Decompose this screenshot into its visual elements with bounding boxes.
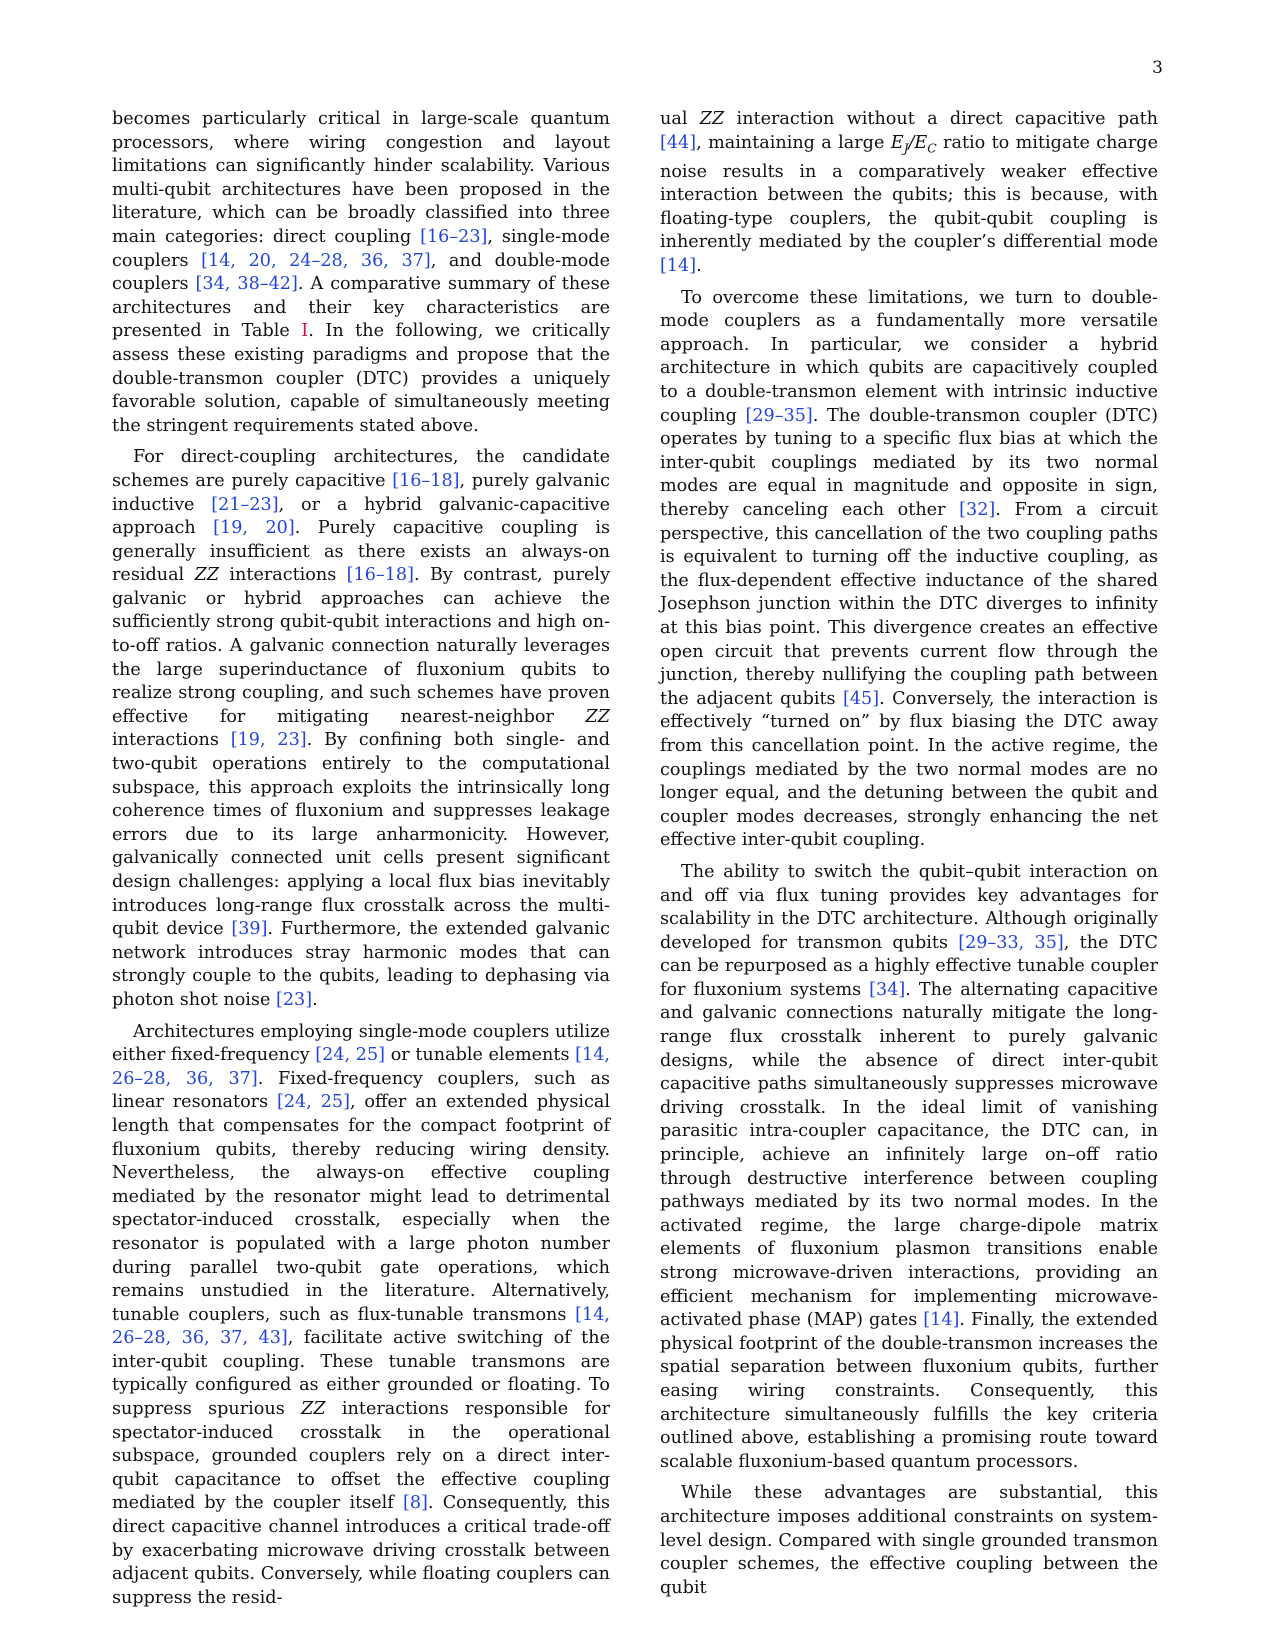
left-column bbox=[112, 108, 610, 1618]
paragraph: To overcome these limitations, we turn to double-mode couplers as a fundamentally more versatile approach. In particular, we consider a hybrid architecture in which qubits are capacitively coupled to a double-transmon element with intrinsic inductive coupling [29–35]. The double-transmon coupler (DTC) operates by tuning to a specific flux bias at which the inter-qubit couplings mediated by its two normal modes are equal in magnitude and opposite in sign, thereby canceling each other [32]. From a circuit perspective, this cancellation of the two coupling paths is equivalent to turning off the inductive coupling, as the flux-dependent effective inductance of the shared Josephson junction within the DTC diverges to infinity at this bias point. This divergence creates an effective open circuit that prevents current flow through the junction, thereby nullifying the coupling path between the adjacent qubits [45]. Conversely, the interaction is effectively “turned on” by flux biasing the DTC away from this cancellation point. In the active regime, the couplings mediated by the two normal modes are no longer equal, and the detuning between the qubit and coupler modes decreases, strongly enhancing the net effective inter-qubit coupling. bbox=[660, 287, 1159, 851]
citation-link[interactable]: [29–33, 35] bbox=[958, 932, 1064, 953]
citation-link[interactable]: [19, 23] bbox=[230, 730, 307, 751]
math-ej-ec-ratio: $E_J/E_C$ bbox=[890, 132, 937, 156]
citation-link[interactable]: [14, 20, 24–28, 36, 37] bbox=[201, 250, 431, 271]
math-zz: ZZ bbox=[699, 109, 725, 129]
citation-link[interactable]: [32] bbox=[959, 500, 996, 521]
citation-link[interactable]: [14, 26–28, 36, 37] bbox=[112, 1045, 610, 1089]
citation-link[interactable]: [23] bbox=[275, 989, 313, 1010]
right-column bbox=[660, 108, 1158, 1608]
citation-link[interactable]: [14] bbox=[923, 1310, 960, 1331]
paragraph: becomes particularly critical in large-scale quantum processors, where wiring congestion and layout limitations can significantly hinder scalability. Various multi-qubit architectures have been proposed in the literature, which can be broadly classified into three main categories: direct coupling [16–23], single-mode couplers [14, 20, 24–28, 36, 37], and double-mode couplers [34, 38–42]. A comparative summary of these architectures and their key characteristics are presented in Table I. In the following, we critically assess these existing paradigms and propose that the double-transmon coupler (DTC) provides a uniquely favorable solution, capable of simultaneously meeting the stringent requirements stated above. bbox=[112, 109, 611, 436]
citation-link[interactable]: [16–18] bbox=[346, 565, 414, 586]
paragraph: The ability to switch the qubit–qubit interaction on and off via flux tuning provides key advantages for scalability in the DTC architecture. Although originally developed for transmon qubits [29–33, 35], the DTC can be repurposed as a highly effective tunable coupler for fluxonium systems [34]. The alternating capacitive and galvanic connections naturally mitigate the long-range flux crosstalk inherent to purely galvanic designs, while the absence of direct inter-qubit capacitive paths simultaneously suppresses microwave driving crosstalk. In the ideal limit of vanishing parasitic intra-coupler capacitance, the DTC can, in principle, achieve an infinitely large on–off ratio through destructive interference between coupling pathways mediated by its two normal modes. In the activated regime, the large charge-dipole matrix elements of fluxonium plasmon transitions enable strong microwave-driven interactions, providing an efficient mechanism for implementing microwave-activated phase (MAP) gates [14]. Finally, the extended physical footprint of the double-transmon increases the spatial separation between fluxonium qubits, further easing wiring constraints. Consequently, this architecture simultaneously fulfills the key criteria outlined above, establishing a promising route toward scalable fluxonium-based quantum processors. bbox=[660, 861, 1158, 1472]
citation-link[interactable]: [24, 25] bbox=[277, 1092, 350, 1113]
citation-link[interactable]: [44] bbox=[660, 132, 697, 153]
math-zz: ZZ bbox=[194, 565, 220, 586]
citation-link[interactable]: [8] bbox=[402, 1493, 428, 1514]
paragraph: ual ZZ interaction without a direct capacitive path [44], maintaining a large $E_J/E_C$ ratio to mitigate charge noise results in a comparatively weaker effective interaction between the qubits; this is because, with floating-type couplers, the qubit-qubit coupling is inherently mediated by the coupler’s differential mode [14]. bbox=[660, 109, 1158, 277]
citation-link[interactable]: [16–18] bbox=[392, 470, 460, 491]
paragraph: Architectures employing single-mode couplers utilize either fixed-frequency [24, 25] or tunable elements [14, 26–28, 36, 37]. Fixed-frequency couplers, such as linear resonators [24, 25], offer an extended physical length that compensates for the compact footprint of fluxonium qubits, thereby reducing wiring density. Nevertheless, the always-on effective coupling mediated by the resonator might lead to detrimental spectator-induced crosstalk, especially when the resonator is populated with a large photon number during parallel two-qubit gate operations, which remains unstudied in the literature. Alternatively, tunable couplers, such as flux-tunable transmons [14, 26–28, 36, 37, 43], facilitate active switching of the inter-qubit coupling. These tunable transmons are typically configured as either grounded or floating. To suppress spurious ZZ interactions responsible for spectator-induced crosstalk in the operational subspace, grounded couplers rely on a direct inter-qubit capacitance to offset the effective coupling mediated by the coupler itself [8]. Consequently, this direct capacitive channel introduces a critical trade-off by exacerbating microwave driving crosstalk between adjacent qubits. Conversely, while floating couplers can suppress the resid- bbox=[112, 1021, 611, 1608]
paragraph: For direct-coupling architectures, the candidate schemes are purely capacitive [16–18], purely galvanic inductive [21–23], or a hybrid galvanic-capacitive approach [19, 20]. Purely capacitive coupling is generally insufficient as there exists an always-on residual ZZ interactions [16–18]. By contrast, purely galvanic or hybrid approaches can achieve the sufficiently strong qubit-qubit interactions and high on-to-off ratios. A galvanic connection naturally leverages the large superinductance of fluxonium qubits to realize strong coupling, and such schemes have proven effective for mitigating nearest-neighbor ZZ interactions [19, 23]. By confining both single- and two-qubit operations entirely to the computational subspace, this approach exploits the intrinsically long coherence times of fluxonium and suppresses leakage errors due to its large anharmonicity. However, galvanically connected unit cells present significant design challenges: applying a local flux bias inevitably introduces long-range flux crosstalk across the multi-qubit device [39]. Furthermore, the extended galvanic network introduces stray harmonic modes that can strongly couple to the qubits, leading to dephasing via photon shot noise [23]. bbox=[112, 447, 611, 1010]
citation-link[interactable]: [34, 38–42] bbox=[195, 274, 298, 295]
citation-link[interactable]: [14, 26–28, 36, 37, 43] bbox=[112, 1304, 610, 1349]
citation-link[interactable]: [34] bbox=[869, 979, 906, 1000]
paragraph: While these advantages are substantial, this architecture imposes additional constraints on system-level design. Compared with single grounded transmon coupler schemes, the effective coupling between the qubit bbox=[660, 1483, 1158, 1598]
citation-link[interactable]: [24, 25] bbox=[315, 1045, 386, 1066]
citation-link[interactable]: [29–35] bbox=[745, 405, 813, 426]
citation-link[interactable]: [19, 20] bbox=[213, 518, 295, 539]
table-reference-link[interactable]: I bbox=[301, 321, 309, 342]
citation-link[interactable]: [21–23] bbox=[211, 494, 279, 515]
math-zz: ZZ bbox=[301, 1399, 326, 1420]
math-zz: ZZ bbox=[585, 706, 610, 727]
citation-link[interactable]: [45] bbox=[842, 688, 880, 709]
page-number: 3 bbox=[1152, 58, 1163, 78]
citation-link[interactable]: [14] bbox=[660, 256, 697, 277]
citation-link[interactable]: [39] bbox=[231, 919, 268, 940]
citation-link[interactable]: [16–23] bbox=[420, 226, 488, 247]
